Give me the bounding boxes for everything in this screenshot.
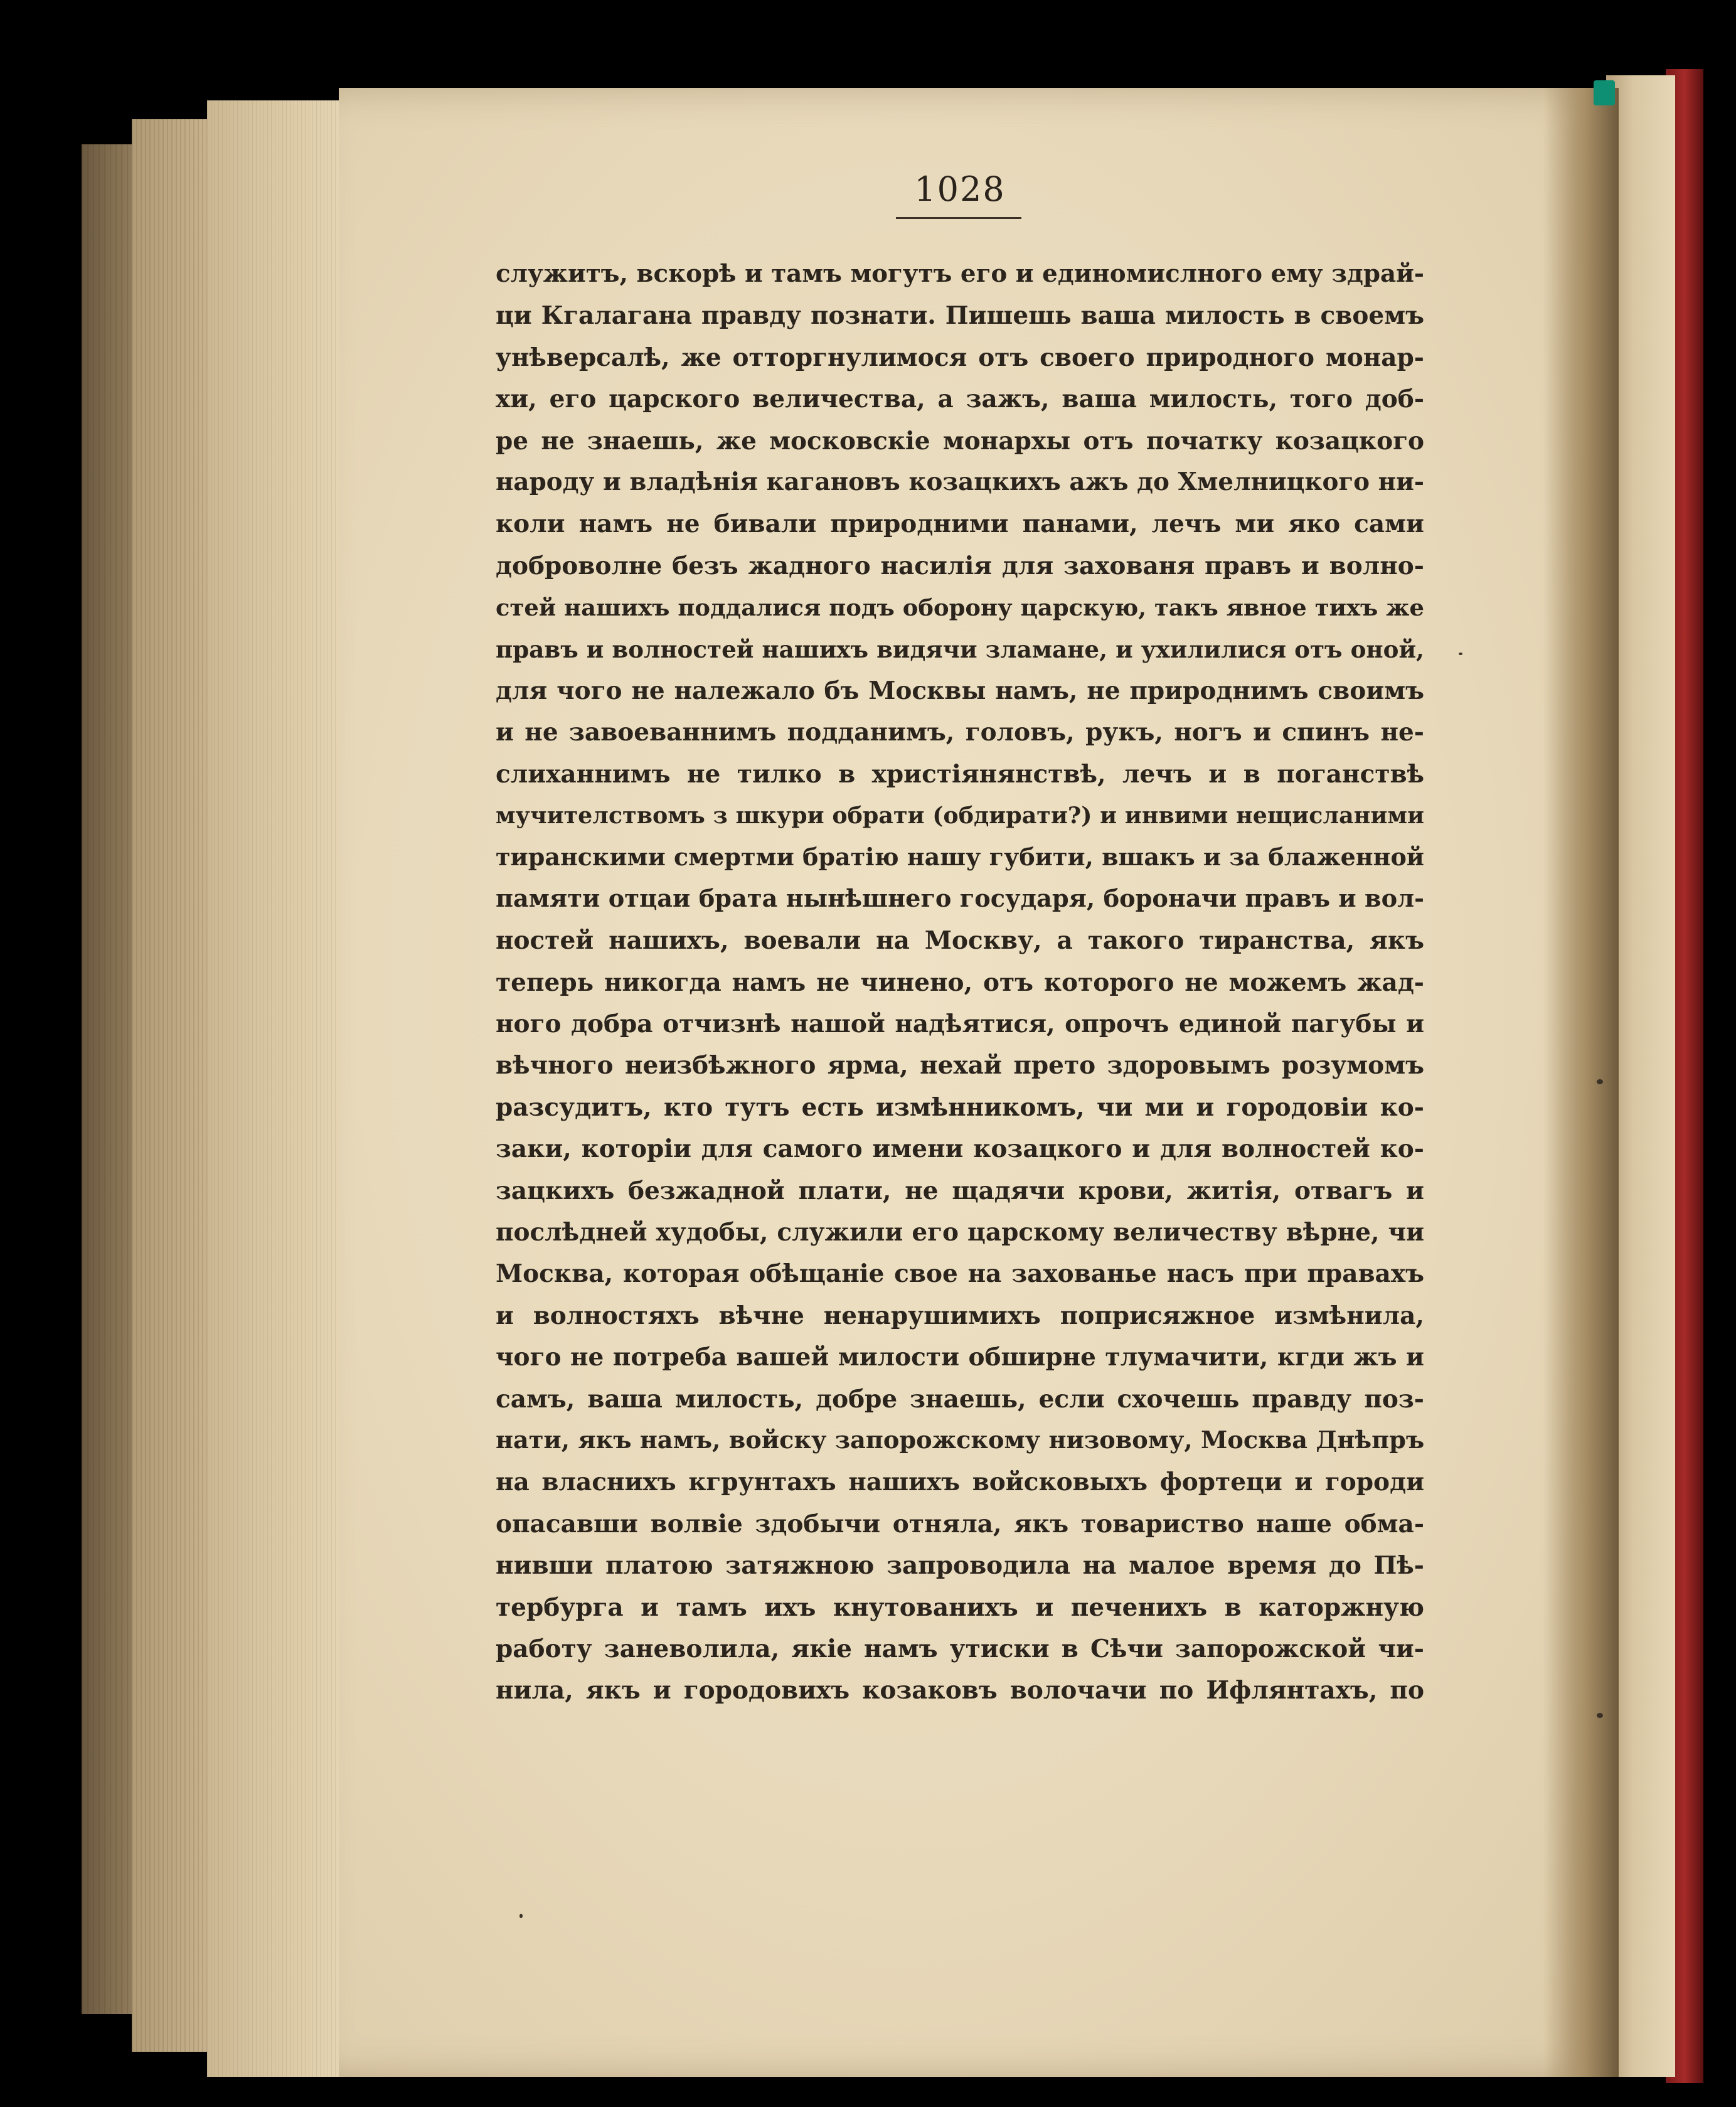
text-line: зацкихъ безжадной плати, не щадячи крови, житія, отвагъ и bbox=[496, 1176, 1424, 1205]
text-line: тиранскими смертми братію нашу губити, вшакъ и за блаженной bbox=[496, 843, 1424, 872]
text-line: опасавши волвіе здобычи отняла, якъ товариство наше обма- bbox=[496, 1509, 1424, 1539]
text-line: нати, якъ намъ, войску запорожскому низовому, Москва Днѣпръ bbox=[496, 1426, 1425, 1454]
text-line: на власнихъ кгрунтахъ нашихъ войсковыхъ фортеци и городи bbox=[496, 1468, 1424, 1497]
text-line: доброволне безъ жадного насилія для захованя правъ и волно- bbox=[496, 551, 1424, 580]
text-line: работу заневолила, якіе намъ утиски в Сѣчи запорожской чи- bbox=[496, 1634, 1424, 1663]
text-line: слиханнимъ не тилко в христіянянствѣ, лечъ и в поганствѣ bbox=[496, 759, 1424, 789]
text-line: чого не потреба вашей милости обширне тлумачити, кгди жъ и bbox=[496, 1343, 1424, 1372]
text-line: служитъ, вскорѣ и тамъ могутъ его и единомислного ему здрай- bbox=[496, 260, 1424, 288]
text-line: вѣчного неизбѣжного ярма, нехай прето здоровымъ розумомъ bbox=[496, 1051, 1424, 1080]
paper-speck bbox=[519, 1914, 523, 1918]
text-line: правъ и волностей нашихъ видячи зламане, и ухилилися отъ оной, bbox=[496, 635, 1424, 663]
text-line: ци Кгалагана правду познати. Пишешь ваша милость в своемъ bbox=[496, 301, 1424, 331]
text-line: ре не знаешь, же московскіе монархы отъ початку козацкого bbox=[496, 426, 1424, 456]
text-line: тербурга и тамъ ихъ кнутованихъ и печенихъ в каторжную bbox=[496, 1592, 1424, 1622]
text-line: заки, которіи для самого имени козацкого и для волностей ко- bbox=[496, 1134, 1424, 1164]
text-line: нивши платою затяжною запроводила на малое время до Пѣ- bbox=[496, 1551, 1424, 1581]
page-gutter bbox=[1543, 88, 1619, 2077]
text-line: ного добра отчизнѣ нашой надѣятися, опрочъ единой пагубы и bbox=[496, 1010, 1424, 1039]
text-line: и не завоеваннимъ подданимъ, головъ, рукъ, ногъ и спинъ не- bbox=[496, 718, 1424, 747]
text-line: разсудитъ, кто тутъ есть измѣнникомъ, чи ми и городовіи ко- bbox=[496, 1092, 1424, 1122]
text-line: народу и владѣнія кагановъ козацкихъ ажъ до Хмелницкого ни- bbox=[496, 467, 1424, 496]
bookmark-ribbon bbox=[1594, 80, 1615, 105]
text-line: послѣдней худобы, служили его царскому величеству вѣрне, чи bbox=[496, 1217, 1424, 1247]
body-text bbox=[496, 253, 1424, 1712]
text-line: самъ, ваша милость, добре знаешь, если схочешь правду поз- bbox=[496, 1384, 1424, 1414]
text-line: теперь никогда намъ не чинено, отъ которого не можемъ жад- bbox=[496, 968, 1424, 997]
text-line: для чого не належало бъ Москвы намъ, не природнимъ своимъ bbox=[496, 676, 1424, 705]
text-line: стей нашихъ поддалися подъ оборону царскую, такъ явное тихъ же bbox=[496, 594, 1424, 622]
text-line: коли намъ не бивали природними панами, лечъ ми яко сами bbox=[496, 509, 1424, 539]
text-line: унѣверсалѣ, же отторгнулимося отъ своего природного монар- bbox=[496, 343, 1424, 372]
text-line: памяти отцаи брата нынѣшнего государя, бороначи правъ и вол- bbox=[496, 884, 1424, 913]
page-edges-inner bbox=[207, 100, 351, 2077]
text-line: нила, якъ и городовихъ козаковъ волочачи по Ифлянтахъ, по bbox=[496, 1676, 1424, 1705]
page-number-rule bbox=[896, 217, 1021, 219]
text-line: мучителствомъ з шкури обрати (обдирати?) и инвими нещисланими bbox=[496, 802, 1424, 829]
text-line: и волностяхъ вѣчне ненарушимихъ поприсяжное измѣнила, bbox=[496, 1301, 1424, 1330]
text-line: ностей нашихъ, воевали на Москву, а такого тиранства, якъ bbox=[496, 926, 1424, 956]
paper-speck bbox=[1597, 1713, 1603, 1718]
text-line: хи, его царского величества, а зажъ, ваша милость, того доб- bbox=[496, 385, 1424, 414]
paper-speck bbox=[1597, 1079, 1603, 1084]
paper-speck bbox=[1459, 653, 1462, 655]
page-number: 1028 bbox=[914, 169, 1006, 209]
text-line: Москва, которая обѣщаніе свое на захованье насъ при правахъ bbox=[496, 1259, 1424, 1289]
